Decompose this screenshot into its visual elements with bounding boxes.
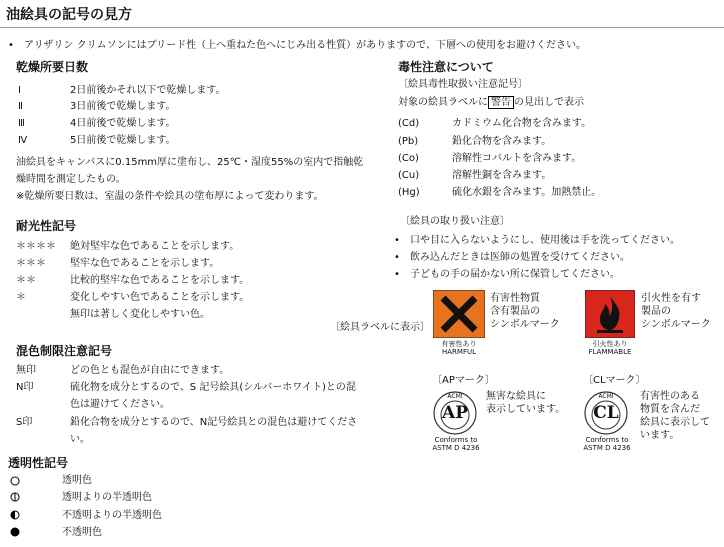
toxicity-heading: 毒性注意について [398,60,494,74]
ap-line: 表示しています。 [486,404,566,415]
flammable-caption-ja: 引火性あり [592,340,628,348]
drying-text: 3日前後で乾燥します。 [70,101,176,112]
mixing-text: 鉛化合物を成分とするので、N記号絵具との混色は避けてくださ [70,417,358,428]
toxicity-symbol: (Cd) [398,118,420,129]
lightfast-symbol: ＊ [16,292,26,303]
ap-heading: 〔APマーク〕 [432,375,495,386]
page-title: 油絵具の記号の見方 [6,7,132,23]
harmful-caption [430,340,488,356]
ap-caption-line: Conforms to [434,436,478,444]
flammable-caption [580,340,640,356]
toxicity-text: カドミウム化合物を含みます。 [452,118,592,129]
mixing-symbol: N印 [16,382,34,393]
handling-item: 子どもの手の届かない所に保管してください。 [410,269,620,280]
handling-item: 飲み込んだときは医師の処置を受けてください。 [410,252,630,263]
transparency-text: 不透明色 [62,527,102,538]
drying-heading: 乾燥所要日数 [16,60,89,74]
transparency-heading: 透明性記号 [8,456,69,470]
harmful-description [490,292,560,331]
cl-line: 絵具に表示して [640,417,710,428]
ap-seal-top: ACMI [447,393,463,400]
flammable-caption-en: FLAMMABLE [588,348,632,356]
drying-symbol: Ⅱ [18,101,23,112]
toxicity-symbol: (Pb) [398,136,419,147]
cl-description [640,390,710,442]
drying-note: 燥時間を測定したもの。 [16,174,126,185]
harmful-caption-en: HARMFUL [441,348,476,356]
intro-bullet-icon: • [8,40,14,51]
cl-seal-top: ACMI [598,393,614,400]
ap-caption-line: ASTM D 4236 [432,444,480,452]
bullet-icon: • [394,269,400,280]
toxicity-text: 硫化水銀を含みます。加熱禁止。 [452,187,602,198]
ap-description [486,390,565,416]
harmful-icon [433,290,485,341]
bullet-icon: • [394,252,400,263]
toxicity-text: 鉛化合物を含みます。 [452,136,552,147]
flammable-description [641,292,711,331]
warning-badge: 警告 [488,96,514,109]
flammable-line: 製品の [641,306,671,317]
harmful-line: シンボルマーク [490,319,560,330]
lightfast-symbol: ＊＊ [16,275,36,286]
lightfast-symbol: ＊＊＊＊ [16,241,56,252]
lightfast-symbol: ＊＊＊ [16,258,46,269]
drying-text: 4日前後で乾燥します。 [70,118,176,129]
lightfast-text: 堅牢な色であることを示します。 [70,258,220,269]
toxicity-symbol: (Hg) [398,187,420,198]
label-note: 〔絵具ラベルに表示〕 [330,322,430,333]
ap-caption [428,436,484,452]
toxicity-symbol: (Co) [398,153,419,164]
semi-transparent-icon [10,492,20,505]
lightfast-text: 絶対堅牢な色であることを示します。 [70,241,240,252]
cl-line: います。 [640,430,680,441]
harmful-line: 有害性物質 [490,293,540,304]
handling-item: 口や目に入らないようにし、使用後は手を洗ってください。 [410,235,680,246]
harmful-line: 含有製品の [490,306,540,317]
cl-line: 物質を含んだ [640,404,700,415]
toxicity-symbol: (Cu) [398,170,420,181]
drying-text: 5日前後で乾燥します。 [70,135,176,146]
mixing-text: い。 [70,434,90,445]
toxicity-text: 溶解性コバルトを含みます。 [452,153,582,164]
drying-symbol: Ⅰ [18,85,21,96]
label-pre: 対象の絵具ラベルに [398,97,488,108]
cl-caption-line: ASTM D 4236 [583,444,631,452]
transparency-text: 透明色 [62,475,92,486]
mixing-symbol: S印 [16,417,33,428]
drying-text: 2日前後かそれ以下で乾燥します。 [70,85,226,96]
lightfast-heading: 耐光性記号 [16,219,77,233]
intro-text: アリザリン クリムソンにはブリード性（上へ重ねた色へにじみ出る性質）がありますので、下層への使用をお避けください。 [24,40,586,51]
toxicity-label-line [398,97,584,109]
mixing-text: どの色とも混色が自由にできます。 [70,365,230,376]
opaque-icon [10,527,20,540]
mixing-heading: 混色制限注意記号 [16,344,113,358]
mixing-symbol: 無印 [16,365,36,376]
toxicity-sub: 〔絵具毒性取扱い注意記号〕 [398,79,528,90]
toxicity-text: 溶解性銅を含みます。 [452,170,552,181]
cl-glyph: CL [593,403,619,423]
transparency-text: 不透明よりの半透明色 [62,510,162,521]
flammable-icon [585,290,635,341]
cl-heading: 〔CLマーク〕 [583,375,646,386]
flammable-line: 引火性を有す [641,293,701,304]
mixing-text: 硫化物を成分とするので、S 記号絵具(シルバーホワイト)との混 [70,382,356,393]
label-post: の見出しで表示 [514,97,584,108]
bullet-icon: • [394,235,400,246]
flammable-line: シンボルマーク [641,319,711,330]
drying-note: ※乾燥所要日数は、室温の条件や絵具の塗布厚によって変わります。 [16,191,324,202]
ap-seal-icon [432,390,478,436]
harmful-caption-ja: 有害性あり [441,340,477,348]
semi-opaque-icon [10,510,20,523]
cl-seal-icon [583,390,629,436]
ap-line: 無害な絵具に [486,391,546,402]
mixing-text: 色は避けてください。 [70,399,170,410]
drying-symbol: Ⅲ [18,118,25,129]
title-divider [0,27,724,28]
handling-heading: 〔絵具の取り扱い注意〕 [400,216,510,227]
transparent-icon [10,476,20,489]
transparency-text: 透明よりの半透明色 [62,492,152,503]
ap-glyph: AP [442,403,468,423]
drying-symbol: Ⅳ [18,135,28,146]
lightfast-text: 無印は著しく変化しやすい色。 [70,309,210,320]
cl-line: 有害性のある [640,391,700,402]
cl-caption-line: Conforms to [585,436,629,444]
cl-caption [579,436,635,452]
lightfast-text: 変化しやすい色であることを示します。 [70,292,250,303]
drying-note: 油絵具をキャンバスに0.15mm厚に塗布し、25℃・湿度55%の室内で指触乾 [16,157,364,168]
lightfast-text: 比較的堅牢な色であることを示します。 [70,275,250,286]
